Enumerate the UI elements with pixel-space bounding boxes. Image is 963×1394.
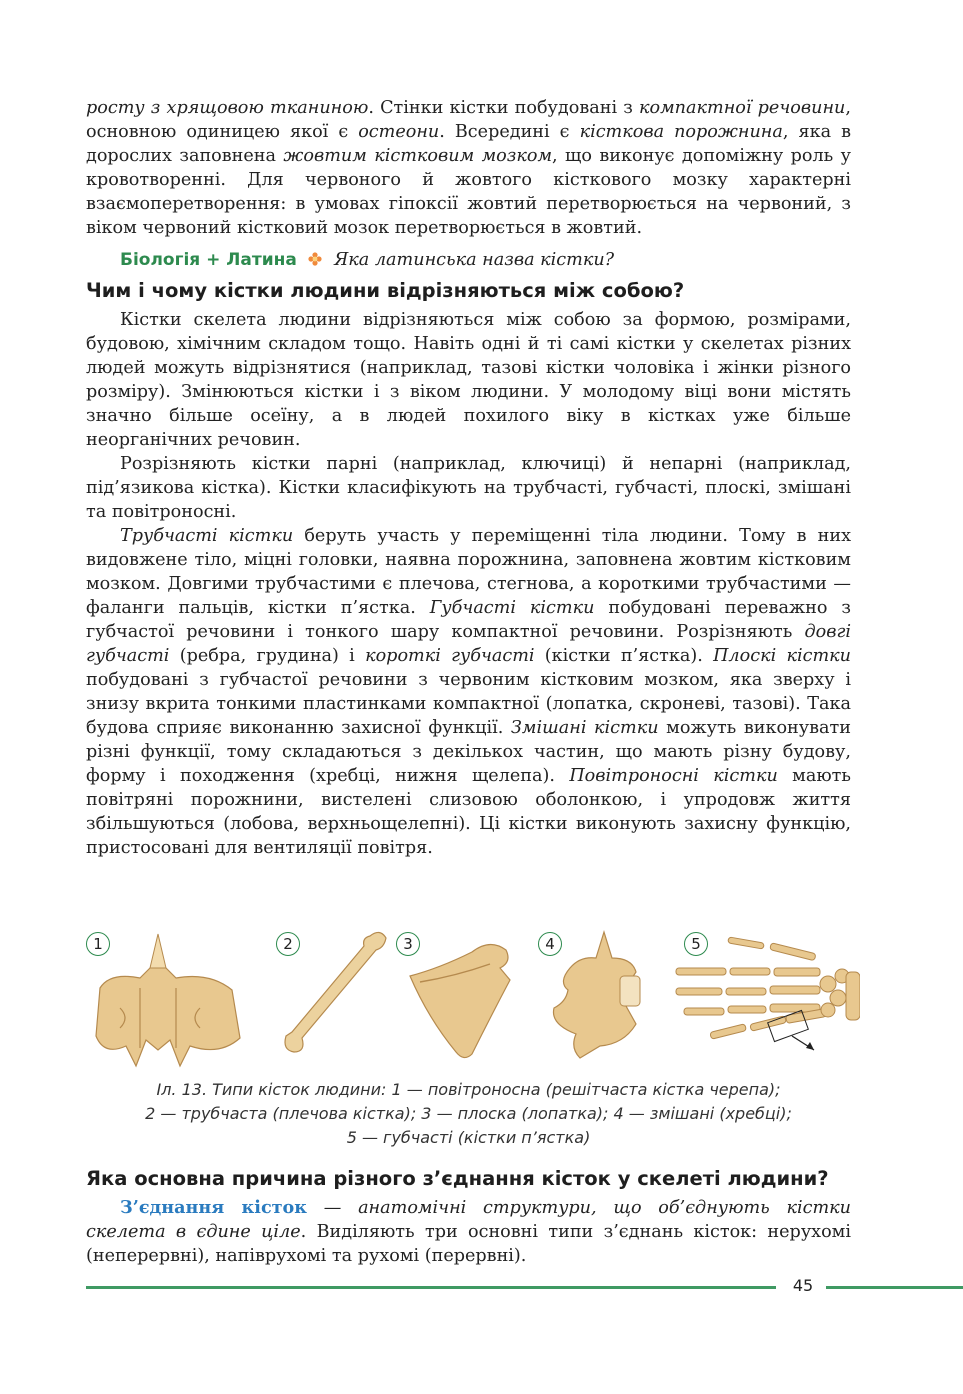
page-content <box>86 96 851 860</box>
text-italic: короткі губчасті <box>365 646 535 666</box>
text-italic: жовтим кістковим мозком <box>283 146 553 166</box>
crossref-question: Яка латинська назва кістки? <box>334 250 615 270</box>
figure-number-3: 3 <box>396 932 420 956</box>
paragraph-differences: Кістки скелета людини відрізняються між собою за формою, розмірами, будовою, хімічним складом тощо. Навіть одні й ті самі кістки у скелетах різних людей можуть відрізнятися (наприклад, тазові кістки чоловіка і жінки різного розміру). Змінюються кістки і з віком людини. У молодому віці вони містять значно більше осеїну, а в людей похилого віку в кістках уже більше неорганічних речовин. <box>86 310 851 450</box>
figure-number-1: 1 <box>86 932 110 956</box>
section-heading-differences: Чим і чому кістки людини відрізняються між собою? <box>86 279 685 302</box>
section-heading-joints: Яка основна причина різного з’єднання кісток у скелеті людини? <box>86 1167 829 1190</box>
caption-line-1: Іл. 13. Типи кісток людини: 1 — повітроносна (решітчаста кістка черепа); <box>156 1080 781 1099</box>
text: . Всередині є <box>439 122 580 142</box>
bone-illustrations <box>80 928 860 1068</box>
figure-number-4: 4 <box>538 932 562 956</box>
text-italic: довгі губчасті <box>86 622 851 666</box>
text: (кістки п’ястка). <box>534 646 714 666</box>
text: побудовані з губчастої речовини з червоним кістковим мозком, яка зверху і знизу вкрита тонкими пластинками компактної (лопатка, скроневі, тазові). Така будова сприяє виконанню захисної функції. <box>86 670 851 738</box>
hand-bones-image <box>676 937 860 1050</box>
text-italic: Плоскі кістки <box>713 646 851 666</box>
paragraph-bone-types <box>86 524 851 860</box>
footer-rule-left <box>86 1286 776 1289</box>
text: , яка в дорослих заповнена <box>86 122 851 166</box>
text: , основною одиницею якої є <box>86 98 851 142</box>
text-italic: Змішані кістки <box>510 718 659 738</box>
text: побудовані переважно з губчастої речовини і тонкого шару компактної речовини. Розрізняють <box>86 598 851 642</box>
text-italic: компактної речовини <box>639 98 846 118</box>
figure-number-5: 5 <box>684 932 708 956</box>
paragraph-top <box>86 96 851 240</box>
vertebrae-bone-image <box>553 932 640 1058</box>
paragraph-joints <box>86 1196 851 1268</box>
text-italic: Повітроносні кістки <box>569 766 778 786</box>
text-italic: кісткова порожнина <box>579 122 783 142</box>
crossref-box <box>120 248 851 272</box>
caption-line-2: 2 — трубчаста (плечова кістка); 3 — плоска (лопатка); 4 — змішані (хребці); <box>145 1104 792 1123</box>
crossref-label: Біологія + Латина <box>120 250 297 270</box>
ethmoid-bone-image <box>96 934 240 1066</box>
paragraph-classification: Розрізняють кістки парні (наприклад, ключиці) й непарні (наприклад, під’язикова кістка). Кістки класифікують на трубчасті, губчасті, плоскі, змішані та повітроносні. <box>86 454 851 522</box>
text: . Стінки кістки побудовані з <box>368 98 639 118</box>
definition-italic: — анатомічні структури, що об’єднують кістки скелета в єдине ціле <box>86 1198 851 1242</box>
text: беруть участь у переміщенні тіла людини. Тому в них видовжене тіло, міцні головки, наявна порожнина, заповнена жовтим кістковим мозком. Довгими трубчастими є плечова, стегнова, а короткими трубчастими — фаланги пальців, кістки п’ястка. <box>86 526 852 618</box>
text: , що виконує допоміжну роль у кровотворенні. Для червоного й жовтого кісткового мозку характерні взаємоперетворення: в умовах гіпоксії жовтий перетворюється на червоний, з віком червоний кістковий мозок перетворюється в жовтий. <box>86 146 852 238</box>
text-italic: Трубчасті кістки <box>120 526 294 546</box>
term-bone-joints: З’єднання кісток <box>120 1197 307 1218</box>
scapula-bone-image <box>410 944 510 1057</box>
text-italic: Губчасті кістки <box>429 598 595 618</box>
caption-line-3: 5 — губчасті (кістки п’ястка) <box>346 1128 591 1147</box>
text-italic: остеони <box>358 122 440 142</box>
text: можуть виконувати різні функції, тому складаються з декількох частин, що мають різну будову, форму і походження (хребці, нижня щелепа). <box>86 718 851 786</box>
text: (ребра, грудина) і <box>169 646 366 666</box>
figure-caption <box>86 1078 851 1150</box>
text: мають повітряні порожнини, вистелені слизовою оболонкою, і упродовж життя збільшуються (лобова, верхньощелепні). Ці кістки виконують захисну функцію, пристосовані для вентиляції повітря. <box>86 766 851 858</box>
footer-rule-right <box>826 1286 963 1289</box>
section-joints <box>86 1160 851 1268</box>
text: . Виділяють три основні типи з’єднань кісток: нерухомі (неперервні), напіврухомі та рухомі (перервні). <box>86 1222 851 1266</box>
bone-types-figure <box>80 928 860 1068</box>
figure-number-2: 2 <box>276 932 300 956</box>
flower-icon <box>308 252 322 266</box>
text-italic: росту з хрящовою тканиною <box>86 98 369 118</box>
humerus-bone-image <box>285 932 386 1052</box>
page-number: 45 <box>792 1276 814 1295</box>
